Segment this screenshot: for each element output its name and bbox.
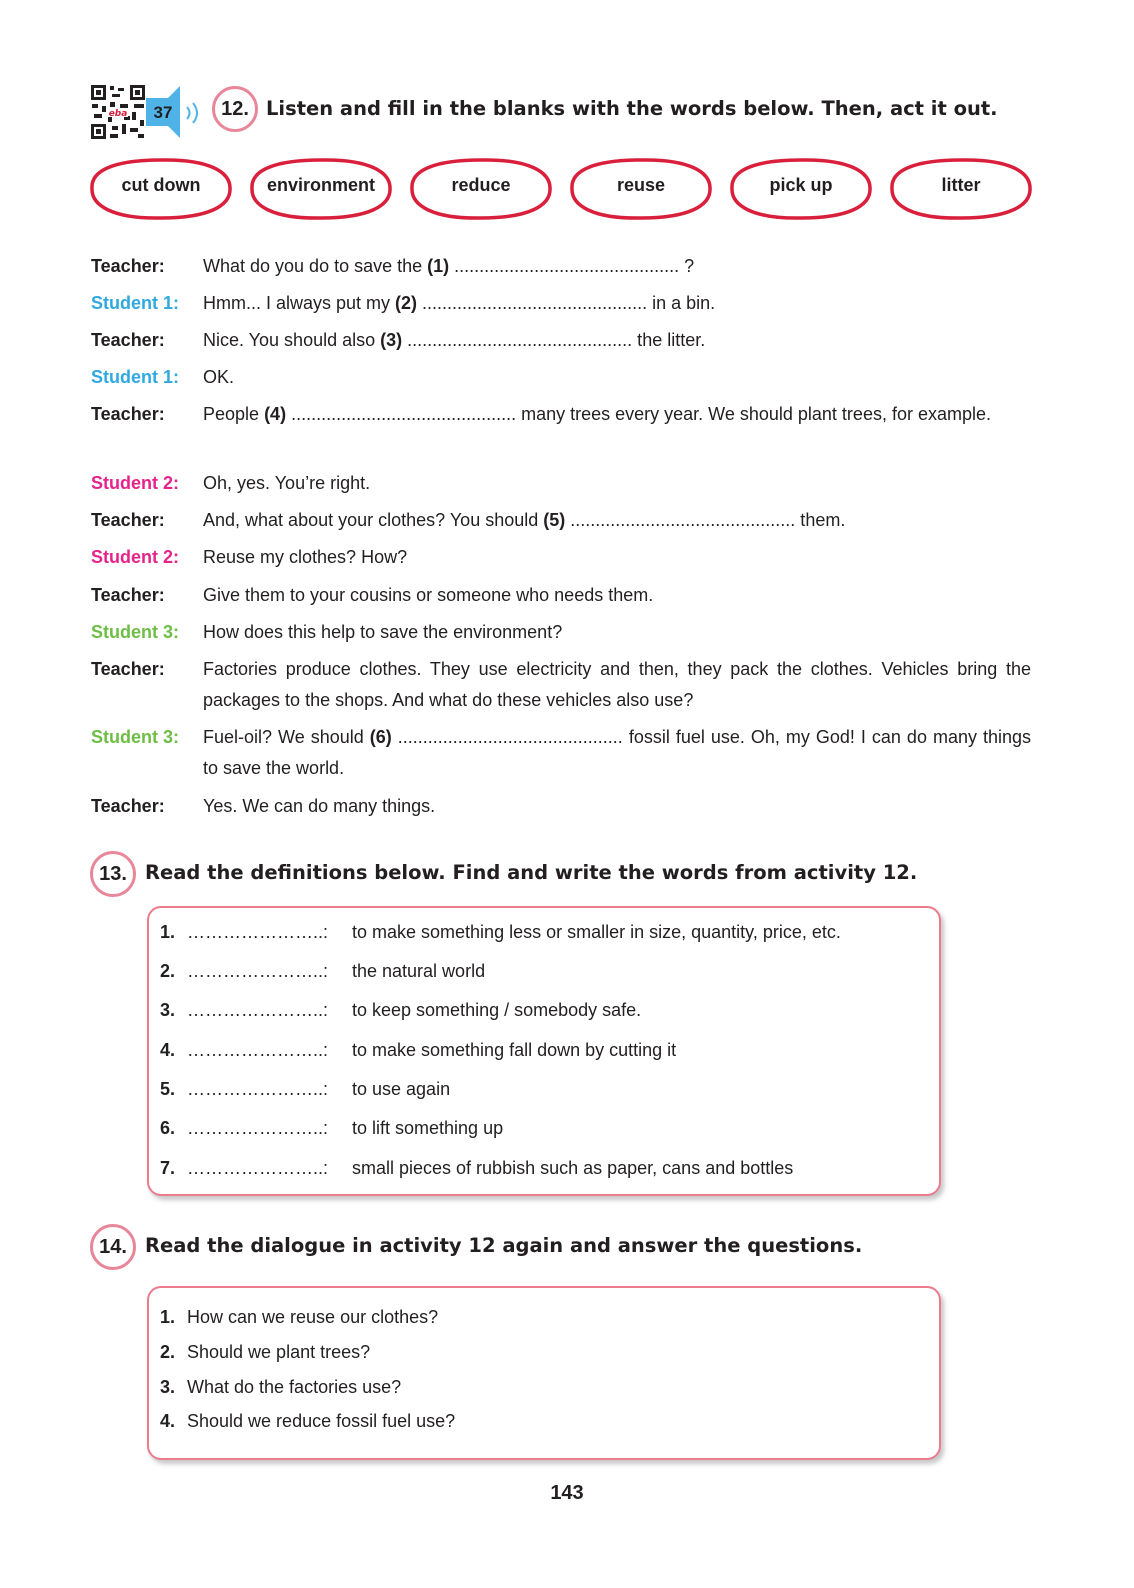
- speaker-label: Student 3:: [91, 622, 179, 642]
- definition-item: 6. …………………..: to lift something up: [160, 1118, 504, 1138]
- question-item: 4. Should we reduce fossil fuel use?: [160, 1411, 456, 1431]
- activity-14-title: Read the dialogue in activity 12 again and answer the questions.: [145, 1234, 863, 1257]
- dialogue-line: Teacher: Factories produce clothes. They use electricity and then, they pack the clothes. Vehicles bring the packages to the shops. And what do these vehicles also use?: [91, 654, 1031, 716]
- word-chip-reduce: reduce: [409, 157, 553, 221]
- question-item: 1. How can we reuse our clothes?: [160, 1307, 439, 1327]
- speaker-label: Teacher:: [91, 330, 165, 350]
- page-number: 143: [550, 1482, 584, 1504]
- definition-item: 4. …………………..: to make something fall down by cutting it: [160, 1040, 677, 1060]
- definition-item: 1. …………………..: to make something less or smaller in size, quantity, price, etc.: [160, 922, 841, 942]
- dialogue-line: Student 3: How does this help to save the environment?: [91, 617, 1031, 648]
- dialogue-line: Student 1: OK.: [91, 362, 1031, 393]
- dialogue-line: Teacher: Yes. We can do many things.: [91, 791, 1031, 822]
- activity-14-number: 14.: [90, 1224, 136, 1270]
- blank-number: (1): [427, 256, 450, 276]
- sound-waves-icon: [184, 98, 204, 128]
- speaker-label: Teacher:: [91, 659, 165, 679]
- dialogue-line: Student 3: Fuel-oil? We should (6) ............................................. fossil fuel use. Oh, my God! I can do many things to save the world.: [91, 722, 1031, 784]
- blank-number: (5): [543, 510, 566, 530]
- speaker-label: Student 2:: [91, 473, 179, 493]
- blank-number: (4): [264, 404, 287, 424]
- definition-item: 5. …………………..: to use again: [160, 1079, 451, 1099]
- answer-blank[interactable]: …………………..:: [187, 1118, 329, 1138]
- word-chip-environment: environment: [249, 157, 393, 221]
- blank-number: (3): [380, 330, 403, 350]
- answer-blank[interactable]: …………………..:: [187, 922, 329, 942]
- dialogue-line: Student 2: Reuse my clothes? How?: [91, 542, 1031, 573]
- word-chip-litter: litter: [889, 157, 1033, 221]
- speaker-label: Teacher:: [91, 796, 165, 816]
- definition-item: 7. …………………..: small pieces of rubbish such as paper, cans and bottles: [160, 1158, 794, 1178]
- speaker-label: Student 2:: [91, 547, 179, 567]
- svg-text:eba: eba: [108, 109, 128, 119]
- speaker-label: Student 1:: [91, 293, 179, 313]
- speaker-label: Teacher:: [91, 510, 165, 530]
- definitions-box: [147, 906, 941, 1196]
- dialogue-line: Student 1: Hmm... I always put my (2) ............................................. in a bin.: [91, 288, 1031, 319]
- blank-number: (2): [395, 293, 418, 313]
- answer-blank[interactable]: …………………..:: [187, 961, 329, 981]
- speaker-label: Teacher:: [91, 585, 165, 605]
- speaker-label: Student 1:: [91, 367, 179, 387]
- dialogue-line: Teacher: Nice. You should also (3) ............................................. the litter.: [91, 325, 1031, 356]
- definition-item: 2. …………………..: the natural world: [160, 961, 486, 981]
- question-item: 2. Should we plant trees?: [160, 1342, 371, 1362]
- dialogue-line: Teacher: Give them to your cousins or someone who needs them.: [91, 580, 1031, 611]
- speaker-label: Teacher:: [91, 404, 165, 424]
- dialogue-line: Teacher: People (4) ............................................. many trees every year. We should plant trees, for example.: [91, 399, 1031, 430]
- answer-blank[interactable]: …………………..:: [187, 1040, 329, 1060]
- dialogue-line: Student 2: Oh, yes. You’re right.: [91, 468, 1031, 499]
- word-chip-cut-down: cut down: [89, 157, 233, 221]
- answer-blank[interactable]: …………………..:: [187, 1079, 329, 1099]
- answer-blank[interactable]: …………………..:: [187, 1158, 329, 1178]
- speaker-label: Teacher:: [91, 256, 165, 276]
- word-chip-reuse: reuse: [569, 157, 713, 221]
- qr-code-icon[interactable]: [90, 84, 146, 140]
- speaker-label: Student 3:: [91, 727, 179, 747]
- dialogue-line: Teacher: And, what about your clothes? You should (5) ............................................. them.: [91, 505, 1031, 536]
- answer-blank[interactable]: …………………..:: [187, 1000, 329, 1020]
- word-chip-pick-up: pick up: [729, 157, 873, 221]
- activity-12-title: Listen and fill in the blanks with the words below. Then, act it out.: [266, 97, 998, 120]
- activity-13-number: 13.: [90, 851, 136, 897]
- dialogue-line: Teacher: What do you do to save the (1) ............................................. ?: [91, 251, 1031, 282]
- definition-item: 3. …………………..: to keep something / somebody safe.: [160, 1000, 642, 1020]
- activity-13-title: Read the definitions below. Find and write the words from activity 12.: [145, 861, 918, 884]
- audio-track-number: 37: [153, 103, 173, 122]
- questions-box: [147, 1286, 941, 1460]
- question-item: 3. What do the factories use?: [160, 1377, 402, 1397]
- activity-12-number: 12.: [212, 86, 258, 132]
- blank-number: (6): [369, 727, 392, 747]
